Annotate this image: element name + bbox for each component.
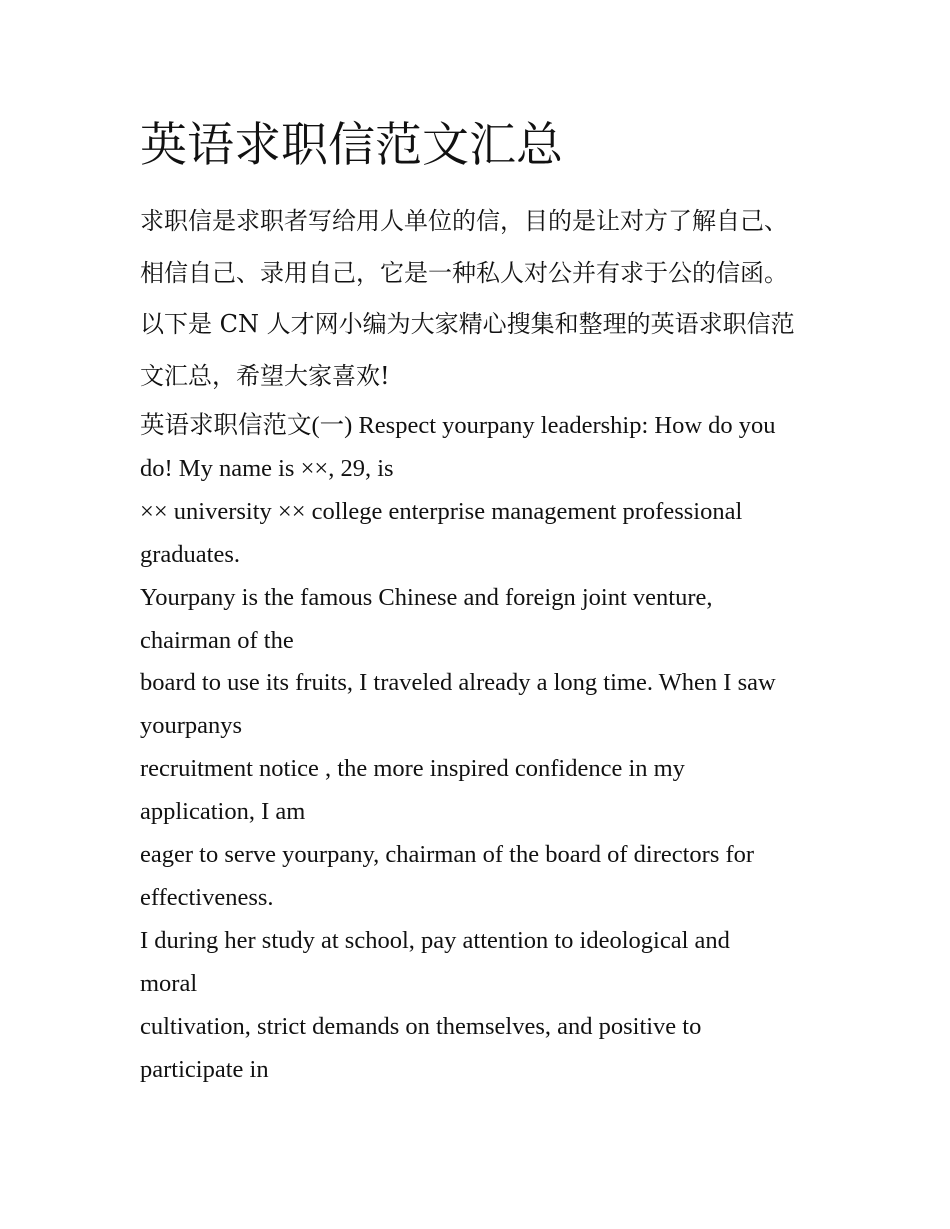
body-line: I during her study at school, pay attention to ideological and [140, 926, 730, 954]
body-line: chairman of the [140, 626, 294, 654]
body-line: recruitment notice , the more inspired confidence in my [140, 755, 685, 783]
body-line: participate in [140, 1055, 269, 1083]
body-line: 英语求职信范文(一) Respect yourpany leadership: How do you [140, 412, 776, 439]
letter-body [140, 405, 776, 1092]
body-line: effectiveness. [140, 883, 274, 911]
body-line: Yourpany is the famous Chinese and foreign joint venture, [140, 583, 713, 611]
body-line: ×× university ×× college enterprise management professional [140, 497, 743, 525]
body-line: moral [140, 969, 198, 997]
body-line: application, I am [140, 798, 306, 826]
body-line: do! My name is ××, 29, is [140, 454, 394, 482]
body-line: eager to serve yourpany, chairman of the board of directors for [140, 841, 755, 869]
body-line: graduates. [140, 540, 240, 568]
intro-line: 相信自己、录用自己，它是一种私人对公并有求于公的信函。 [140, 258, 788, 287]
intro-paragraph [140, 196, 795, 402]
intro-line: 以下是 CN 人才网小编为大家精心搜集和整理的英语求职信范 [140, 310, 795, 338]
intro-line: 文汇总，希望大家喜欢! [140, 361, 390, 390]
body-line: cultivation, strict demands on themselves, and positive to [140, 1012, 702, 1040]
body-line: board to use its fruits, I traveled already a long time. When I saw [140, 669, 776, 697]
intro-line: 求职信是求职者写给用人单位的信，目的是让对方了解自己、 [140, 207, 788, 235]
body-line: yourpanys [140, 712, 243, 740]
document-title: 英语求职信范文汇总 [140, 118, 563, 173]
